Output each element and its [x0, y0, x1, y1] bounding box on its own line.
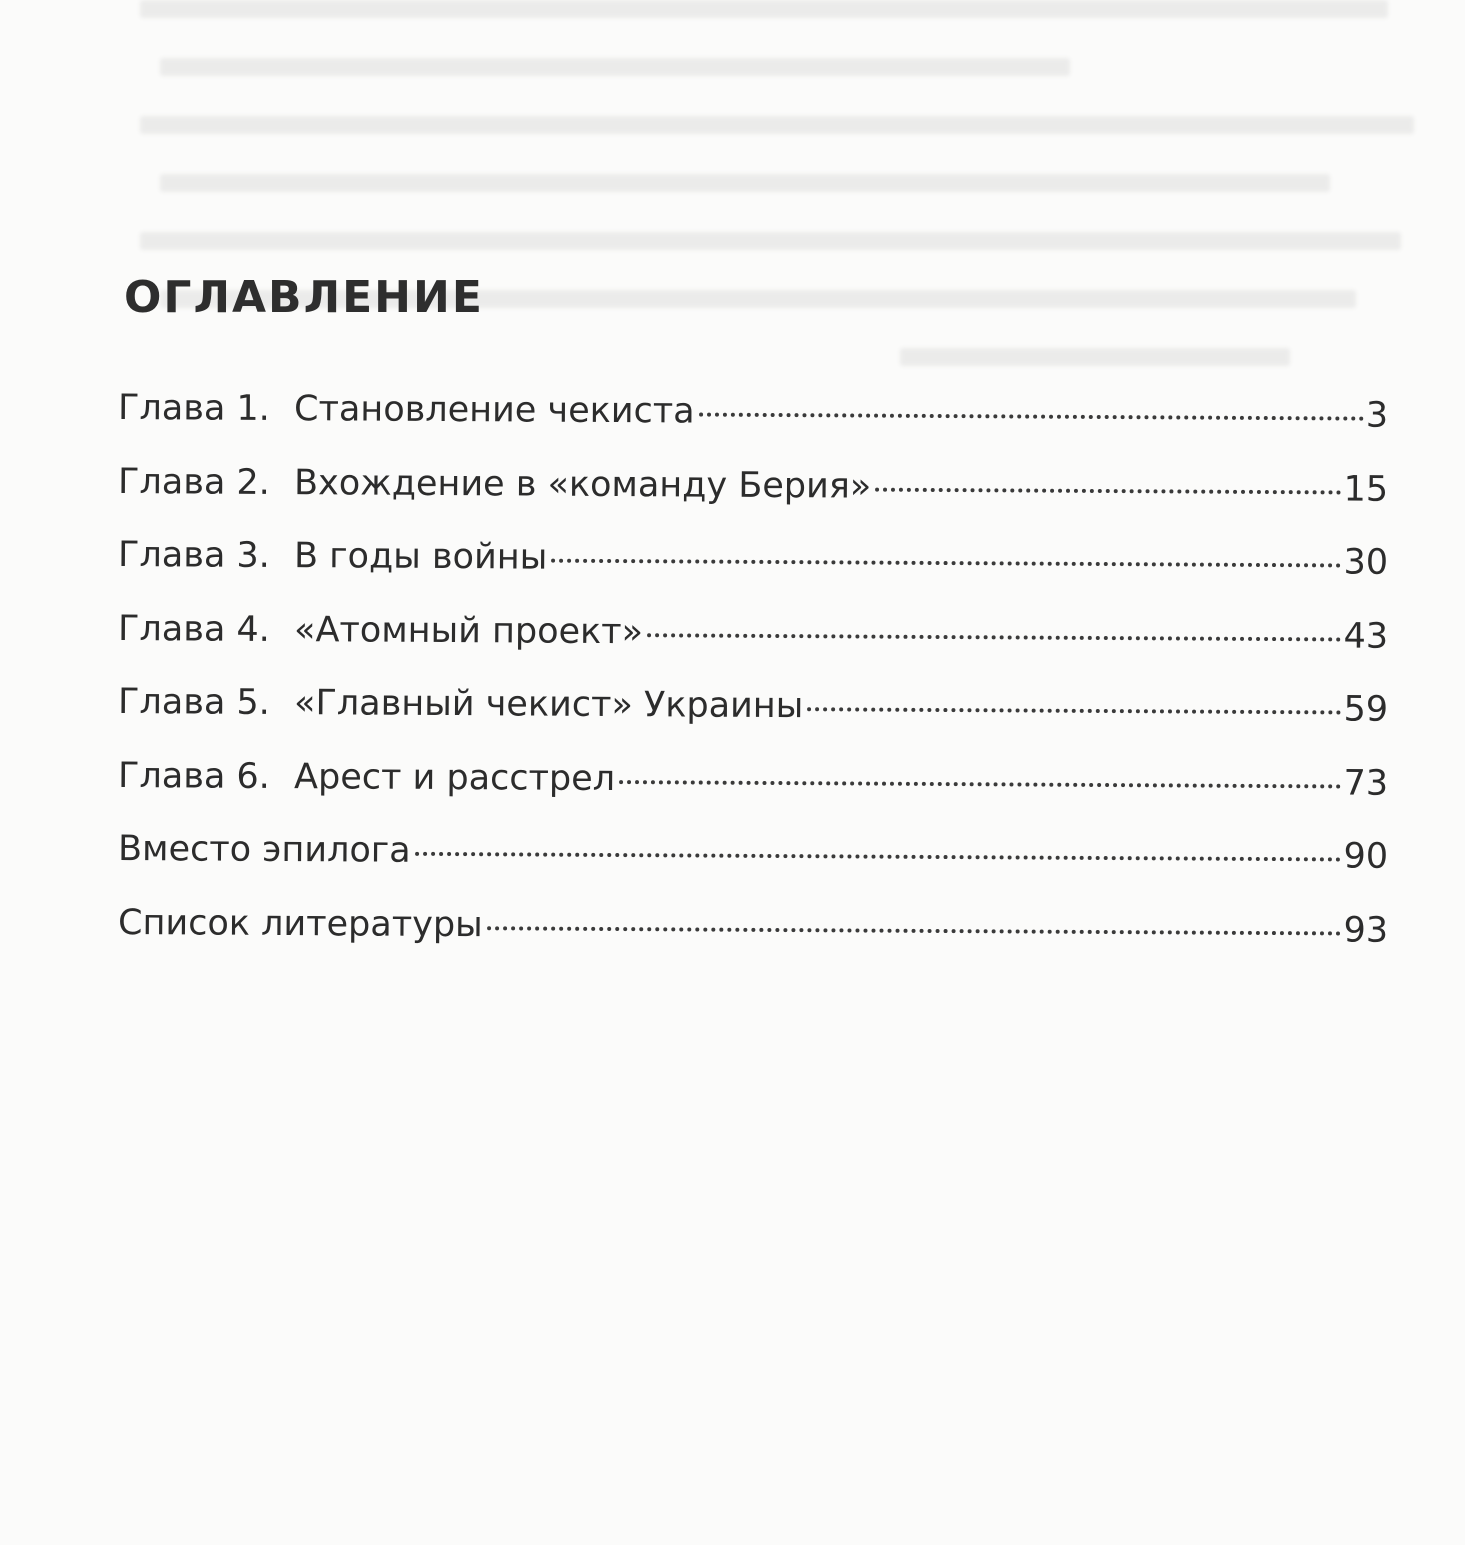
dot-leader: [415, 852, 1342, 862]
toc-chapter-number: Глава 1.: [117, 388, 270, 429]
toc-chapter-title: «Главный чекист» Украины: [293, 683, 804, 727]
toc-chapter-title: В годы войны: [293, 536, 548, 578]
toc-page-number: 3: [1365, 395, 1389, 436]
toc-page-number: 93: [1343, 909, 1389, 951]
table-of-contents: [118, 388, 1388, 976]
dot-leader: [807, 707, 1341, 714]
toc-entry[interactable]: [118, 462, 1388, 543]
toc-page-number: 30: [1343, 542, 1389, 583]
toc-entry[interactable]: [118, 609, 1388, 690]
toc-page-number: 15: [1343, 468, 1389, 510]
toc-entry[interactable]: [118, 535, 1388, 616]
toc-chapter-title: «Атомный проект»: [293, 609, 644, 652]
toc-chapter-title: Арест и расстрел: [293, 756, 616, 799]
dot-leader: [699, 413, 1364, 421]
toc-chapter-number: Глава 2.: [117, 461, 270, 503]
dot-leader: [875, 487, 1341, 494]
toc-entry[interactable]: [118, 829, 1388, 910]
toc-chapter-number: Глава 5.: [117, 682, 270, 723]
toc-entry[interactable]: [118, 756, 1388, 837]
toc-section-title: Вместо эпилога: [117, 829, 411, 871]
toc-chapter-number: Глава 3.: [117, 535, 270, 576]
toc-heading: ОГЛАВЛЕНИЕ: [124, 272, 484, 323]
dot-leader: [487, 926, 1342, 935]
toc-entry[interactable]: [118, 903, 1388, 984]
toc-chapter-number: Глава 4.: [117, 608, 270, 650]
toc-page-number: 90: [1343, 836, 1389, 877]
reverse-side-bleed-through: [120, 0, 1420, 380]
toc-section-title: Список литературы: [117, 902, 483, 945]
toc-page-number: 59: [1343, 689, 1389, 730]
dot-leader: [647, 633, 1342, 641]
toc-chapter-number: Глава 6.: [117, 755, 270, 797]
toc-page-number: 73: [1343, 762, 1389, 804]
dot-leader: [551, 559, 1341, 568]
toc-chapter-title: Становление чекиста: [293, 389, 695, 432]
toc-entry[interactable]: [118, 388, 1388, 469]
toc-chapter-title: Вхождение в «команду Берия»: [293, 462, 872, 507]
toc-entry[interactable]: [118, 682, 1388, 763]
toc-page-number: 43: [1343, 615, 1389, 657]
dot-leader: [619, 780, 1341, 788]
